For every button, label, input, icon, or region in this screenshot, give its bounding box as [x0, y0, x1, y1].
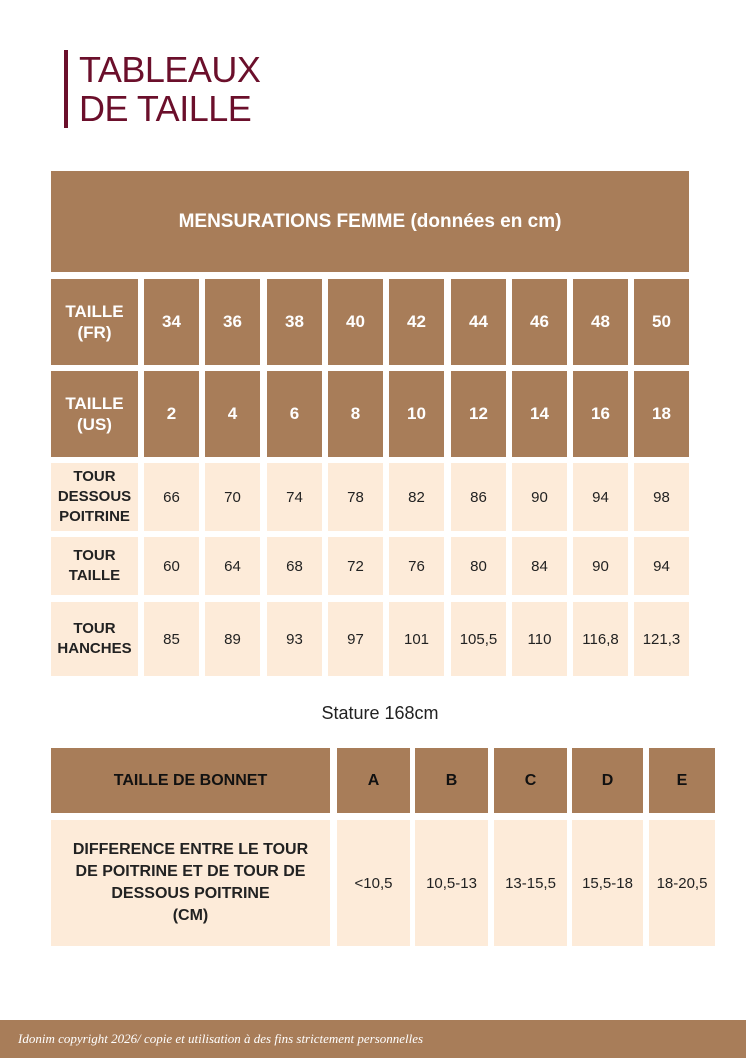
- table-cell: [389, 371, 444, 457]
- table-cell: [634, 463, 689, 531]
- cup-letter: D: [601, 771, 614, 789]
- table-cell: [451, 463, 506, 531]
- table-cell: [144, 371, 199, 457]
- row-label: [51, 279, 138, 365]
- row-label: [51, 602, 138, 676]
- table-cell: [451, 279, 506, 365]
- cell-value: 16: [591, 404, 610, 423]
- cell-value: 110: [527, 630, 552, 648]
- cup-row-label: [51, 820, 330, 946]
- table-cell: [634, 279, 689, 365]
- cell-value: 82: [408, 488, 425, 506]
- cup-value: 13-15,5: [505, 874, 556, 892]
- cell-value: 64: [224, 557, 241, 575]
- table-cell: [144, 537, 199, 595]
- cell-value: 38: [285, 312, 304, 331]
- cell-value: 72: [347, 557, 364, 575]
- cell-value: 8: [350, 404, 361, 423]
- cell-value: 93: [286, 630, 303, 648]
- cell-value: 34: [162, 312, 181, 331]
- table-cell: [205, 279, 260, 365]
- cup-letter: E: [676, 771, 688, 789]
- table-cell: [512, 602, 567, 676]
- row-label-line: TAILLE: [65, 302, 124, 321]
- table-cell: [389, 537, 444, 595]
- cup-value-cell: [415, 820, 488, 946]
- table-cell: [634, 537, 689, 595]
- cell-value: 70: [224, 488, 241, 506]
- cell-value: 90: [531, 488, 548, 506]
- cell-value: 90: [592, 557, 609, 575]
- copyright-footer: [0, 1020, 746, 1058]
- cell-value: 2: [166, 404, 177, 423]
- cup-letter: A: [367, 771, 380, 789]
- cup-value-cell: [337, 820, 410, 946]
- cup-header: [337, 748, 410, 813]
- cup-value-cell: [494, 820, 567, 946]
- cup-row-label-line: (CM): [172, 907, 209, 924]
- table1-heading: [51, 171, 689, 272]
- table-cell: [267, 602, 322, 676]
- cup-letter: C: [524, 771, 537, 789]
- cell-value: 84: [531, 557, 548, 575]
- cell-value: 18: [652, 404, 671, 423]
- row-label-line: HANCHES: [57, 640, 132, 657]
- cell-value: 86: [470, 488, 487, 506]
- cup-header: [494, 748, 567, 813]
- table-cell: [634, 371, 689, 457]
- cup-header-label-text: TAILLE DE BONNET: [113, 771, 268, 789]
- table-cell: [573, 602, 628, 676]
- table-cell: [389, 279, 444, 365]
- cell-value: 89: [224, 630, 241, 648]
- cell-value: 50: [652, 312, 671, 331]
- cell-value: 105,5: [459, 630, 498, 648]
- row-label: [51, 537, 138, 595]
- cup-row-label-line: DE POITRINE ET DE TOUR DE: [75, 863, 306, 880]
- table-cell: [512, 463, 567, 531]
- table-cell: [512, 537, 567, 595]
- cell-value: 97: [347, 630, 364, 648]
- cell-value: 78: [347, 488, 364, 506]
- cup-row-label-line: DESSOUS POITRINE: [111, 885, 270, 902]
- cup-letter: B: [445, 771, 458, 789]
- table-cell: [512, 371, 567, 457]
- table-cell: [634, 602, 689, 676]
- row-label-line: DESSOUS: [57, 488, 132, 505]
- table-cell: [573, 463, 628, 531]
- cell-value: 121,3: [642, 630, 681, 648]
- row-label-line: TOUR: [73, 547, 116, 564]
- stature-note: Stature 168cm: [321, 703, 439, 723]
- cell-value: 42: [407, 312, 426, 331]
- row-label-line: (US): [77, 415, 112, 434]
- table-cell: [389, 463, 444, 531]
- cell-value: 12: [469, 404, 488, 423]
- cup-header-label: [51, 748, 330, 813]
- table-cell: [573, 279, 628, 365]
- cell-value: 68: [286, 557, 303, 575]
- cup-value: 10,5-13: [426, 874, 477, 892]
- row-label-line: TOUR: [73, 468, 116, 485]
- cell-value: 36: [223, 312, 242, 331]
- cell-value: 76: [408, 557, 425, 575]
- cup-value-cell: [572, 820, 643, 946]
- table-cell: [205, 602, 260, 676]
- table-cell: [205, 537, 260, 595]
- table-cell: [573, 371, 628, 457]
- cell-value: 94: [592, 488, 609, 506]
- table-cell: [144, 279, 199, 365]
- cell-value: 98: [653, 488, 670, 506]
- cell-value: 14: [530, 404, 549, 423]
- page-title: [64, 50, 464, 128]
- row-label-line: (FR): [77, 323, 112, 342]
- table1-heading-text: MENSURATIONS FEMME (données en cm): [178, 210, 562, 232]
- cup-header: [649, 748, 715, 813]
- row-label-line: TAILLE: [68, 567, 121, 584]
- table-cell: [267, 463, 322, 531]
- table-cell: [451, 537, 506, 595]
- table-cell: [144, 602, 199, 676]
- table-cell: [389, 602, 444, 676]
- cup-value-cell: [649, 820, 715, 946]
- cell-value: 85: [163, 630, 180, 648]
- cell-value: 101: [403, 630, 430, 648]
- table-cell: [451, 371, 506, 457]
- cup-value: 18-20,5: [656, 874, 708, 892]
- cell-value: 4: [227, 404, 238, 423]
- cell-value: 10: [407, 404, 426, 423]
- footer-text: Idonim copyright 2026/ copie et utilisation à des fins strictement personnelles: [18, 1031, 424, 1046]
- cell-value: 80: [470, 557, 487, 575]
- title-line-2: DE TAILLE: [79, 88, 252, 129]
- cup-header: [572, 748, 643, 813]
- cell-value: 116,8: [582, 630, 619, 648]
- table-cell: [328, 463, 383, 531]
- cup-row-label-line: DIFFERENCE ENTRE LE TOUR: [72, 841, 309, 858]
- table-cell: [205, 463, 260, 531]
- table-cell: [512, 279, 567, 365]
- row-label-line: TAILLE: [65, 394, 124, 413]
- table-cell: [144, 463, 199, 531]
- table-cell: [328, 371, 383, 457]
- table-cell: [328, 279, 383, 365]
- cell-value: 40: [346, 312, 365, 331]
- cup-value: <10,5: [354, 874, 393, 892]
- cell-value: 66: [163, 488, 180, 506]
- cell-value: 46: [530, 312, 549, 331]
- table-cell: [573, 537, 628, 595]
- row-label-line: TOUR: [73, 620, 116, 637]
- title-line-1: TABLEAUX: [79, 49, 261, 90]
- cup-value: 15,5-18: [582, 874, 633, 892]
- table-cell: [328, 537, 383, 595]
- cup-header: [415, 748, 488, 813]
- table-cell: [328, 602, 383, 676]
- row-label-line: POITRINE: [59, 508, 130, 525]
- cell-value: 74: [286, 488, 303, 506]
- cell-value: 94: [653, 557, 670, 575]
- table-cell: [205, 371, 260, 457]
- row-label: [51, 371, 138, 457]
- table-cell: [267, 371, 322, 457]
- cell-value: 60: [163, 557, 180, 575]
- table-cell: [267, 537, 322, 595]
- row-label: [51, 463, 138, 531]
- table-cell: [451, 602, 506, 676]
- cell-value: 44: [469, 312, 488, 331]
- table-cell: [267, 279, 322, 365]
- cell-value: 6: [289, 404, 300, 423]
- cell-value: 48: [591, 312, 610, 331]
